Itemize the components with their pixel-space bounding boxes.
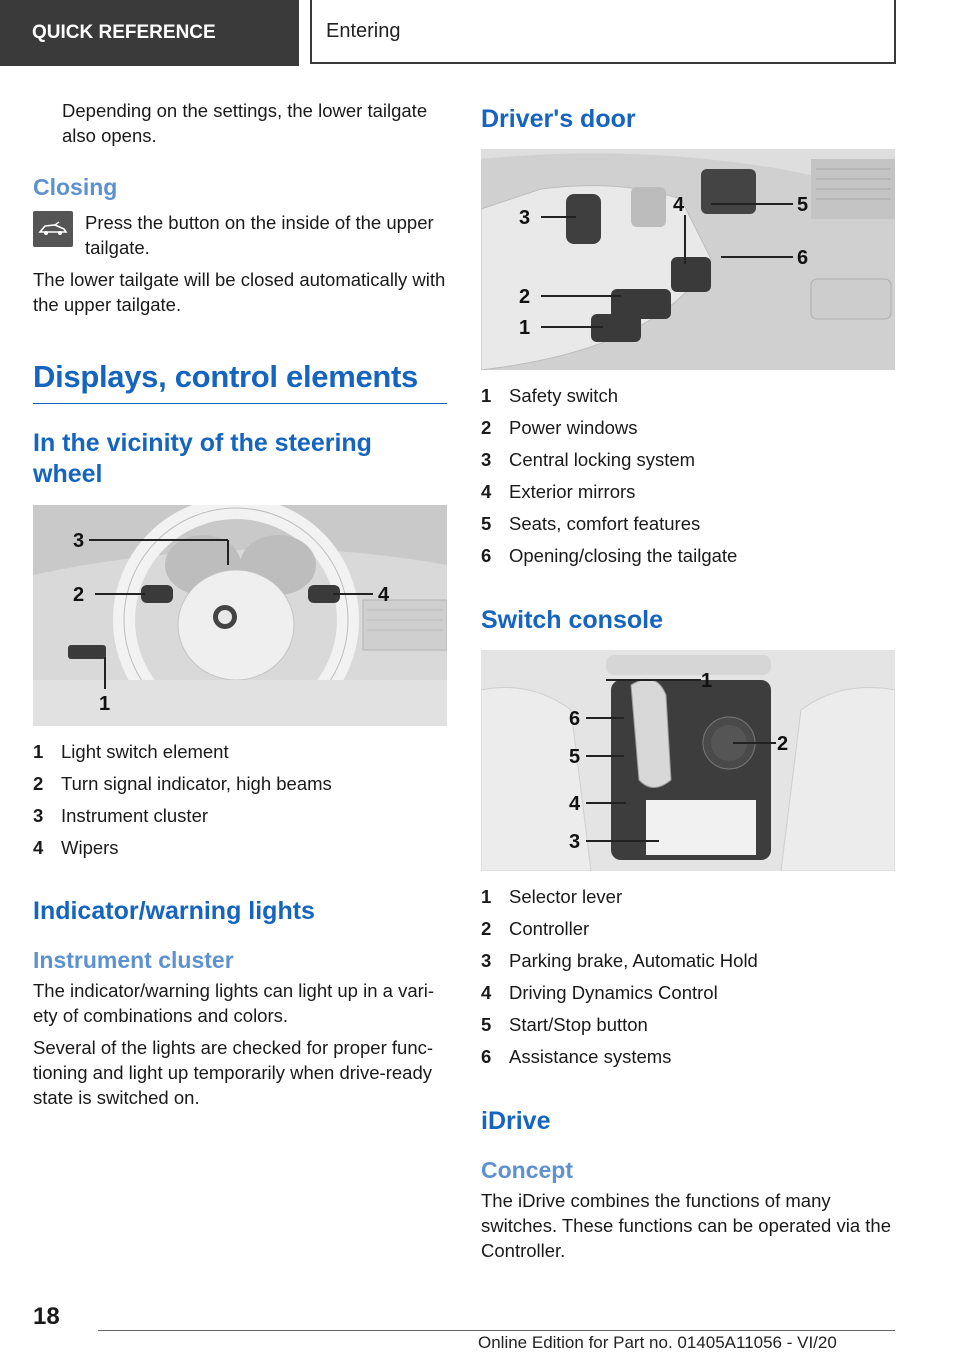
displays-heading: Displays, control elements	[33, 359, 418, 394]
door-callout-3: 3	[519, 207, 531, 229]
list-item: 5 Seats, comfort features	[481, 513, 701, 534]
door-legend	[481, 380, 895, 572]
console-callout-4: 4	[569, 793, 581, 815]
switch-console-figure	[481, 650, 895, 871]
page-number: 18	[33, 1303, 60, 1330]
list-item: 3 Central locking system	[481, 449, 696, 470]
list-item: 4 Wipers	[33, 837, 119, 858]
list-item: 6 Opening/closing the tailgate	[481, 545, 738, 566]
door-callout-6: 6	[797, 247, 809, 269]
footer-divider	[98, 1330, 895, 1331]
subsection-tab	[310, 0, 896, 64]
closing-text: Press the button on the inside of the upper tailgate.	[85, 212, 434, 258]
steering-wheel-figure	[33, 505, 447, 726]
door-callout-2: 2	[519, 286, 531, 308]
closing-heading: Closing	[33, 174, 118, 200]
console-heading: Switch console	[481, 606, 663, 634]
concept-text: The iDrive combines the functions of many switches. These functions can be operated via the Controller.	[481, 1190, 891, 1261]
list-item: 4 Driving Dynamics Control	[481, 982, 718, 1003]
door-heading: Driver's door	[481, 105, 636, 133]
cluster-heading: Instrument cluster	[33, 947, 234, 973]
steering-heading: In the vicinity of the steering wheel	[33, 429, 372, 488]
console-callout-1: 1	[701, 670, 713, 692]
door-callout-5: 5	[797, 194, 809, 216]
right-column	[481, 98, 895, 1263]
steering-callout-3: 3	[73, 530, 85, 552]
console-legend	[481, 881, 895, 1073]
list-item: 2 Controller	[481, 918, 590, 939]
door-callout-4: 4	[673, 194, 685, 216]
list-item: 5 Start/Stop button	[481, 1014, 648, 1035]
cluster-paragraph-2: Several of the lights are checked for proper func- tioning and light up temporarily when drive-ready state is switched on.	[33, 1037, 434, 1108]
list-item: 3 Instrument cluster	[33, 805, 209, 826]
displays-heading-block	[33, 359, 447, 404]
idrive-heading: iDrive	[481, 1107, 551, 1135]
concept-heading: Concept	[481, 1157, 573, 1183]
tailgate-icon	[33, 211, 73, 247]
console-callout-3: 3	[569, 831, 581, 853]
steering-callout-1: 1	[99, 693, 111, 715]
list-item: 3 Parking brake, Automatic Hold	[481, 950, 758, 971]
section-title: QUICK REFERENCE	[32, 22, 216, 43]
list-item: 1 Selector lever	[481, 886, 623, 907]
list-item: 2 Power windows	[481, 417, 638, 438]
closing-after-text: The lower tailgate will be closed automatically with the upper tailgate.	[33, 269, 446, 315]
console-callout-5: 5	[569, 746, 581, 768]
console-callout-2: 2	[777, 733, 789, 755]
footer-edition: Online Edition for Part no. 01405A11056 - VI/20	[478, 1333, 837, 1352]
steering-callout-4: 4	[378, 584, 390, 606]
list-item: 2 Turn signal indicator, high beams	[33, 773, 332, 794]
steering-callout-2: 2	[73, 584, 85, 606]
closing-instruction	[33, 210, 447, 260]
cluster-paragraph-1: The indicator/warning lights can light up in a vari- ety of combinations and colors.	[33, 980, 435, 1026]
subsection-title: Entering	[326, 19, 401, 42]
section-tab	[0, 0, 299, 66]
drivers-door-figure	[481, 149, 895, 370]
left-column	[33, 98, 447, 1110]
list-item: 6 Assistance systems	[481, 1046, 672, 1067]
door-callout-1: 1	[519, 317, 531, 339]
intro-text: Depending on the settings, the lower tailgate also opens.	[62, 100, 428, 146]
list-item: 1 Light switch element	[33, 741, 229, 762]
list-item: 4 Exterior mirrors	[481, 481, 636, 502]
steering-legend	[33, 736, 447, 864]
list-item: 1 Safety switch	[481, 385, 618, 406]
console-callout-6: 6	[569, 708, 581, 730]
indicator-heading: Indicator/warning lights	[33, 897, 315, 925]
